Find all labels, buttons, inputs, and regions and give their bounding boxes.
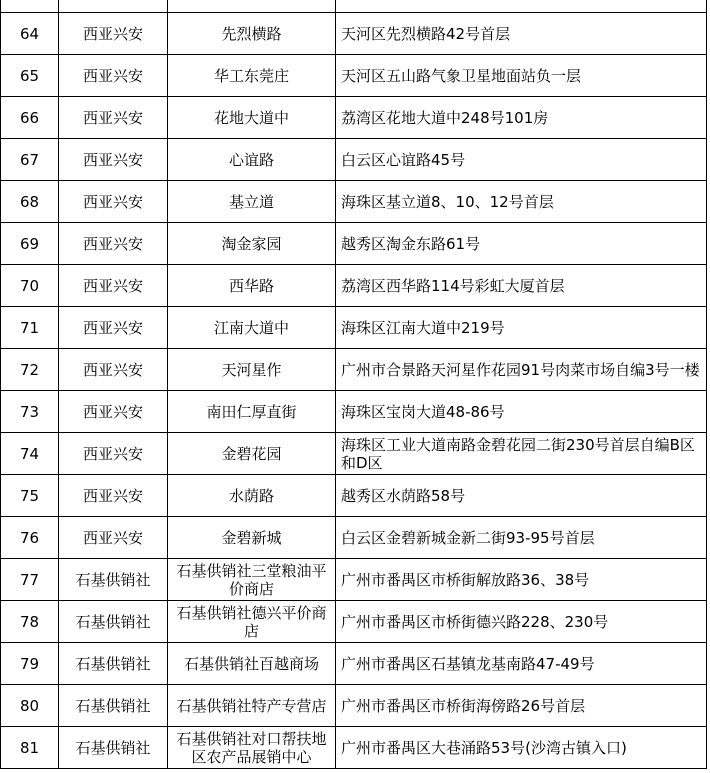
row-number: 75 bbox=[1, 475, 59, 517]
row-number: 68 bbox=[1, 181, 59, 223]
store-address: 荔湾区西华路114号彩虹大厦首层 bbox=[336, 265, 707, 307]
row-number: 72 bbox=[1, 349, 59, 391]
store-address: 海珠区基立道8、10、12号首层 bbox=[336, 181, 707, 223]
cell-empty bbox=[1, 0, 59, 13]
row-number: 77 bbox=[1, 559, 59, 601]
store-address: 广州市合景路天河星作花园91号肉菜市场自编3号一楼 bbox=[336, 349, 707, 391]
store-address: 海珠区宝岗大道48-86号 bbox=[336, 391, 707, 433]
table-row bbox=[1, 55, 707, 97]
store-name: 石基供销社对口帮扶地区农产品展销中心 bbox=[168, 727, 336, 769]
store-address: 广州市番禺区大巷涌路53号(沙湾古镇入口) bbox=[336, 727, 707, 769]
operator-name: 石基供销社 bbox=[59, 685, 168, 727]
operator-name: 西亚兴安 bbox=[59, 139, 168, 181]
row-number: 65 bbox=[1, 55, 59, 97]
table-row bbox=[1, 265, 707, 307]
operator-name: 西亚兴安 bbox=[59, 517, 168, 559]
store-name: 金碧花园 bbox=[168, 433, 336, 475]
row-number: 80 bbox=[1, 685, 59, 727]
store-address: 广州市番禺区市桥街海傍路26号首层 bbox=[336, 685, 707, 727]
operator-name: 西亚兴安 bbox=[59, 13, 168, 55]
operator-name: 西亚兴安 bbox=[59, 349, 168, 391]
row-number: 67 bbox=[1, 139, 59, 181]
operator-name: 西亚兴安 bbox=[59, 97, 168, 139]
table-row bbox=[1, 223, 707, 265]
table-row bbox=[1, 97, 707, 139]
table-row bbox=[1, 517, 707, 559]
store-address: 广州市番禺区石基镇龙基南路47-49号 bbox=[336, 643, 707, 685]
store-name: 淘金家园 bbox=[168, 223, 336, 265]
table-row bbox=[1, 13, 707, 55]
operator-name: 西亚兴安 bbox=[59, 307, 168, 349]
table-row bbox=[1, 601, 707, 643]
store-address: 天河区先烈横路42号首层 bbox=[336, 13, 707, 55]
operator-name: 西亚兴安 bbox=[59, 433, 168, 475]
store-name: 华工东莞庄 bbox=[168, 55, 336, 97]
operator-name: 石基供销社 bbox=[59, 727, 168, 769]
row-number: 81 bbox=[1, 727, 59, 769]
store-name: 石基供销社百越商场 bbox=[168, 643, 336, 685]
table-row bbox=[1, 181, 707, 223]
table-row bbox=[1, 643, 707, 685]
store-address: 越秀区水荫路58号 bbox=[336, 475, 707, 517]
store-address: 广州市番禺区市桥街解放路36、38号 bbox=[336, 559, 707, 601]
table-row bbox=[1, 433, 707, 475]
table-row bbox=[1, 349, 707, 391]
store-address: 白云区金碧新城金新二街93-95号首层 bbox=[336, 517, 707, 559]
operator-name: 西亚兴安 bbox=[59, 181, 168, 223]
table-row bbox=[1, 475, 707, 517]
operator-name: 西亚兴安 bbox=[59, 475, 168, 517]
operator-name: 石基供销社 bbox=[59, 601, 168, 643]
store-name: 石基供销社三堂粮油平价商店 bbox=[168, 559, 336, 601]
store-name: 先烈横路 bbox=[168, 13, 336, 55]
row-number: 69 bbox=[1, 223, 59, 265]
store-name: 基立道 bbox=[168, 181, 336, 223]
table-row bbox=[1, 391, 707, 433]
row-number: 73 bbox=[1, 391, 59, 433]
table-row bbox=[1, 559, 707, 601]
store-address: 荔湾区花地大道中248号101房 bbox=[336, 97, 707, 139]
store-address: 广州市番禺区市桥街德兴路228、230号 bbox=[336, 601, 707, 643]
operator-name: 西亚兴安 bbox=[59, 223, 168, 265]
row-number: 71 bbox=[1, 307, 59, 349]
store-name: 花地大道中 bbox=[168, 97, 336, 139]
operator-name: 西亚兴安 bbox=[59, 55, 168, 97]
store-table-body bbox=[1, 0, 707, 769]
store-name: 石基供销社德兴平价商店 bbox=[168, 601, 336, 643]
store-name: 江南大道中 bbox=[168, 307, 336, 349]
table-row bbox=[1, 685, 707, 727]
row-number: 66 bbox=[1, 97, 59, 139]
store-name: 心谊路 bbox=[168, 139, 336, 181]
operator-name: 石基供销社 bbox=[59, 643, 168, 685]
store-address: 天河区五山路气象卫星地面站负一层 bbox=[336, 55, 707, 97]
store-address: 海珠区江南大道中219号 bbox=[336, 307, 707, 349]
table-row-cut-off bbox=[1, 0, 707, 13]
operator-name: 石基供销社 bbox=[59, 559, 168, 601]
store-address: 白云区心谊路45号 bbox=[336, 139, 707, 181]
cell-empty bbox=[168, 0, 336, 13]
cell-empty bbox=[59, 0, 168, 13]
table-row bbox=[1, 307, 707, 349]
store-name: 天河星作 bbox=[168, 349, 336, 391]
operator-name: 西亚兴安 bbox=[59, 391, 168, 433]
store-name: 水荫路 bbox=[168, 475, 336, 517]
row-number: 64 bbox=[1, 13, 59, 55]
store-name: 南田仁厚直街 bbox=[168, 391, 336, 433]
row-number: 76 bbox=[1, 517, 59, 559]
row-number: 78 bbox=[1, 601, 59, 643]
store-address: 海珠区工业大道南路金碧花园二街230号首层自编B区和D区 bbox=[336, 433, 707, 475]
store-address: 越秀区淘金东路61号 bbox=[336, 223, 707, 265]
table-row bbox=[1, 139, 707, 181]
row-number: 79 bbox=[1, 643, 59, 685]
row-number: 70 bbox=[1, 265, 59, 307]
store-name: 金碧新城 bbox=[168, 517, 336, 559]
cell-empty bbox=[336, 0, 707, 13]
operator-name: 西亚兴安 bbox=[59, 265, 168, 307]
table-row bbox=[1, 727, 707, 769]
store-name: 西华路 bbox=[168, 265, 336, 307]
store-name: 石基供销社特产专营店 bbox=[168, 685, 336, 727]
row-number: 74 bbox=[1, 433, 59, 475]
